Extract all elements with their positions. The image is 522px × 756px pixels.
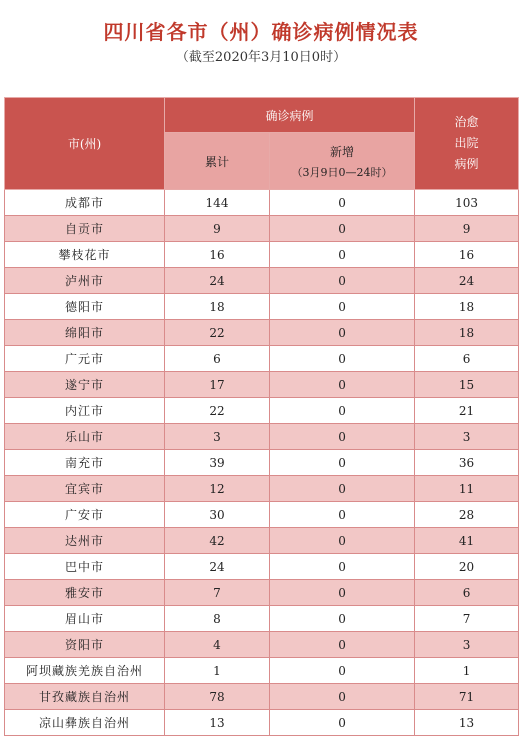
cumulative-cell: 144 [165,190,270,216]
cumulative-cell: 12 [165,476,270,502]
recovered-cell: 11 [415,476,519,502]
city-cell: 达州市 [5,528,165,554]
header-recovered-line3: 病例 [454,157,479,171]
city-cell: 自贡市 [5,216,165,242]
recovered-cell: 103 [415,190,519,216]
recovered-cell: 18 [415,320,519,346]
new-cell: 0 [270,606,415,632]
city-cell: 绵阳市 [5,320,165,346]
cumulative-cell: 3 [165,424,270,450]
recovered-cell: 13 [415,710,519,736]
new-cell: 0 [270,372,415,398]
recovered-cell: 3 [415,632,519,658]
table-row [5,450,519,476]
recovered-cell: 6 [415,580,519,606]
cumulative-cell: 24 [165,554,270,580]
table-row [5,632,519,658]
recovered-cell: 28 [415,502,519,528]
recovered-cell: 24 [415,268,519,294]
cumulative-cell: 42 [165,528,270,554]
cumulative-cell: 9 [165,216,270,242]
recovered-cell: 36 [415,450,519,476]
new-cell: 0 [270,294,415,320]
recovered-cell: 3 [415,424,519,450]
recovered-cell: 16 [415,242,519,268]
city-cell: 雅安市 [5,580,165,606]
recovered-cell: 21 [415,398,519,424]
city-cell: 资阳市 [5,632,165,658]
recovered-cell: 41 [415,528,519,554]
city-cell: 泸州市 [5,268,165,294]
header-city: 市(州) [5,98,165,190]
cumulative-cell: 22 [165,320,270,346]
city-cell: 宜宾市 [5,476,165,502]
table-row [5,424,519,450]
city-cell: 攀枝花市 [5,242,165,268]
city-cell: 眉山市 [5,606,165,632]
table-row [5,372,519,398]
table-row [5,502,519,528]
header-cumulative: 累计 [165,133,270,190]
new-cell: 0 [270,580,415,606]
city-cell: 遂宁市 [5,372,165,398]
city-cell: 乐山市 [5,424,165,450]
cumulative-cell: 1 [165,658,270,684]
new-cell: 0 [270,658,415,684]
table-row [5,528,519,554]
recovered-cell: 15 [415,372,519,398]
recovered-cell: 6 [415,346,519,372]
table-row [5,398,519,424]
city-cell: 内江市 [5,398,165,424]
table-row [5,580,519,606]
table-row [5,658,519,684]
city-cell: 广安市 [5,502,165,528]
new-cell: 0 [270,476,415,502]
cumulative-cell: 30 [165,502,270,528]
cumulative-cell: 78 [165,684,270,710]
table-row [5,346,519,372]
city-cell: 凉山彝族自治州 [5,710,165,736]
new-cell: 0 [270,242,415,268]
new-cell: 0 [270,632,415,658]
city-cell: 甘孜藏族自治州 [5,684,165,710]
recovered-cell: 20 [415,554,519,580]
table-row [5,268,519,294]
table-row [5,684,519,710]
page-title: 四川省各市（州）确诊病例情况表 [103,20,419,44]
header-new-period: （3月9日0—24时） [291,165,393,179]
city-cell: 广元市 [5,346,165,372]
header-confirmed: 确诊病例 [165,98,415,133]
cases-table [4,97,519,736]
new-cell: 0 [270,320,415,346]
cumulative-cell: 22 [165,398,270,424]
cumulative-cell: 7 [165,580,270,606]
new-cell: 0 [270,424,415,450]
recovered-cell: 71 [415,684,519,710]
cumulative-cell: 18 [165,294,270,320]
new-cell: 0 [270,554,415,580]
new-cell: 0 [270,346,415,372]
header-new-label: 新增 [330,144,355,159]
table-row [5,606,519,632]
cumulative-cell: 4 [165,632,270,658]
city-cell: 德阳市 [5,294,165,320]
header-recovered [415,98,519,190]
new-cell: 0 [270,710,415,736]
table-row [5,476,519,502]
city-cell: 阿坝藏族羌族自治州 [5,658,165,684]
cumulative-cell: 6 [165,346,270,372]
table-row [5,710,519,736]
table-body [5,190,519,736]
page-subtitle: （截至2020年3月10日0时） [175,50,347,65]
new-cell: 0 [270,502,415,528]
new-cell: 0 [270,216,415,242]
new-cell: 0 [270,684,415,710]
city-cell: 南充市 [5,450,165,476]
table-row [5,294,519,320]
cumulative-cell: 8 [165,606,270,632]
recovered-cell: 7 [415,606,519,632]
table-row [5,216,519,242]
header-recovered-line2: 出院 [454,136,479,150]
table-row [5,554,519,580]
new-cell: 0 [270,450,415,476]
city-cell: 巴中市 [5,554,165,580]
cumulative-cell: 16 [165,242,270,268]
cumulative-cell: 24 [165,268,270,294]
table-row [5,242,519,268]
recovered-cell: 18 [415,294,519,320]
new-cell: 0 [270,528,415,554]
new-cell: 0 [270,398,415,424]
recovered-cell: 1 [415,658,519,684]
cumulative-cell: 17 [165,372,270,398]
cumulative-cell: 39 [165,450,270,476]
table-row [5,190,519,216]
new-cell: 0 [270,268,415,294]
header-recovered-line1: 治愈 [454,115,479,129]
header-new [270,133,415,190]
recovered-cell: 9 [415,216,519,242]
table-row [5,320,519,346]
new-cell: 0 [270,190,415,216]
city-cell: 成都市 [5,190,165,216]
cumulative-cell: 13 [165,710,270,736]
